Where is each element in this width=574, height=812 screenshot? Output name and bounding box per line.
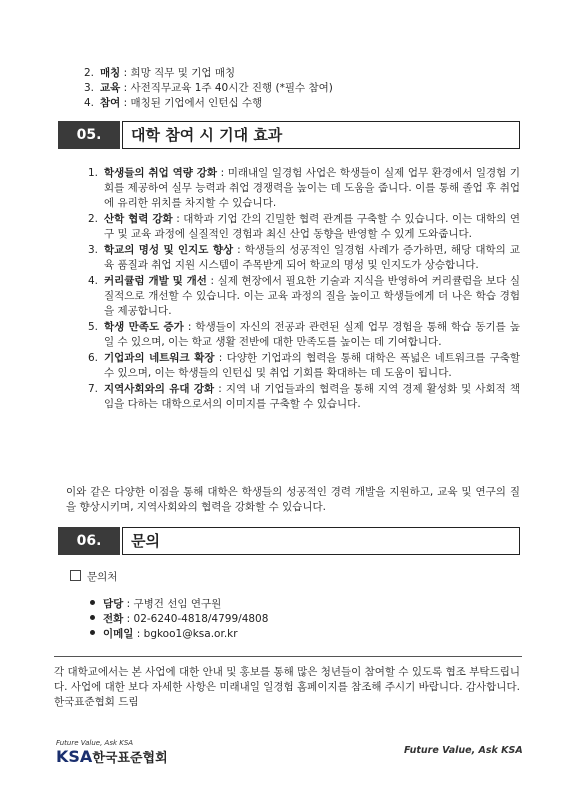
benefit-title: 학교의 명성 및 인지도 향상 bbox=[104, 244, 234, 256]
contact-list bbox=[90, 597, 268, 642]
logo-korean: 한국표준협회 bbox=[92, 751, 168, 766]
signature: 한국표준협회 드림 bbox=[54, 696, 139, 708]
section-title-box bbox=[122, 121, 520, 149]
footer-tagline: Future Value, Ask KSA bbox=[404, 745, 523, 756]
section-header-06 bbox=[58, 527, 520, 555]
contact-email[interactable]: : bgkoo1@ksa.or.kr bbox=[133, 628, 238, 640]
divider bbox=[54, 656, 522, 657]
process-item: 2. 매칭 : 희망 직무 및 기업 매칭 bbox=[84, 67, 236, 79]
benefits-list bbox=[88, 166, 520, 413]
benefit-item: 6. 기업과의 네트워크 확장 : 다양한 기업과의 협력을 통해 대학은 폭넓은 네트워크를 구축할 수 있으며, 이는 학생들의 인턴십 및 취업 기회를 확대하는 데 도움이 됩니다. bbox=[88, 352, 520, 379]
process-item: 4. 참여 : 매칭된 기업에서 인턴십 수행 bbox=[84, 97, 263, 109]
bullet-icon bbox=[90, 615, 95, 620]
contact-title: 담당 bbox=[103, 598, 124, 610]
process-list bbox=[84, 66, 524, 111]
benefit-title: 산학 협력 강화 bbox=[104, 213, 173, 225]
checkbox-icon bbox=[70, 570, 81, 581]
notice-paragraph: 각 대학교에서는 본 사업에 대한 안내 및 홍보를 통해 많은 청년들이 참여할 수 있도록 협조 부탁드립니다. 사업에 대한 보다 자세한 사항은 미래내일 일경험 홈페이지를 참조해 주시기 바랍니다. 감사합니다. bbox=[54, 666, 520, 693]
contact-title: 이메일 bbox=[103, 628, 134, 640]
benefit-text: : 다양한 기업과의 협력을 통해 대학은 폭넓은 네트워크를 구축할 수 있으며, 이는 학생들의 인턴십 및 취업 기회를 확대하는 데 도움이 됩니다. bbox=[104, 352, 520, 379]
benefit-title: 지역사회와의 유대 강화 bbox=[104, 383, 215, 395]
section-number: 06. bbox=[58, 527, 120, 555]
benefit-title: 커리큘럼 개발 및 개선 bbox=[104, 275, 207, 287]
ksa-logo bbox=[56, 739, 168, 768]
notice-block bbox=[54, 665, 520, 710]
section-title: 대학 참여 시 기대 효과 bbox=[131, 126, 283, 144]
benefit-title: 학생 만족도 증가 bbox=[104, 321, 184, 333]
summary-paragraph: 이와 같은 다양한 이점을 통해 대학은 학생들의 성공적인 경력 개발을 지원하고, 교육 및 연구의 질을 향상시키며, 지역사회와의 협력을 강화할 수 있습니다. bbox=[66, 486, 520, 513]
contact-title: 전화 bbox=[103, 613, 124, 625]
logo-tagline: Future Value, Ask KSA bbox=[56, 739, 134, 747]
bullet-icon bbox=[90, 630, 95, 635]
benefit-item: 3. 학교의 명성 및 인지도 향상 : 학생들의 성공적인 일경험 사례가 증가하면, 해당 대학의 교육 품질과 취업 지원 시스템이 주목받게 되어 학교의 명성 및 인지도가 상승합니다. bbox=[88, 244, 520, 271]
process-item-title: 참여 bbox=[100, 97, 121, 109]
benefit-item: 1. 학생들의 취업 역량 강화 : 미래내일 일경험 사업은 학생들이 실제 업무 환경에서 일경험 기회를 제공하여 실무 능력과 취업 경쟁력을 높이는 데 도움을 줍니다. 이를 통해 졸업 후 취업에 유리한 위치를 차지할 수 있습니다. bbox=[88, 167, 520, 209]
contact-item bbox=[90, 627, 268, 642]
benefit-title: 학생들의 취업 역량 강화 bbox=[104, 167, 218, 179]
section-title-box bbox=[122, 527, 520, 555]
benefit-item: 7. 지역사회와의 유대 강화 : 지역 내 기업들과의 협력을 통해 지역 경제 활성화 및 사회적 책임을 다하는 대학으로서의 이미지를 구축할 수 있습니다. bbox=[88, 383, 520, 410]
process-item-text: : 사전직무교육 1주 40시간 진행 (*필수 참여) bbox=[120, 82, 333, 94]
contact-value: : 구병건 선임 연구원 bbox=[123, 598, 222, 610]
contact-item bbox=[90, 612, 268, 627]
logo-ksa: KSA bbox=[56, 747, 93, 766]
benefit-item: 4. 커리큘럼 개발 및 개선 : 실제 현장에서 필요한 기술과 지식을 반영하여 커리큘럼을 보다 실질적으로 개선할 수 있습니다. 이는 교육 과정의 질을 높이고 학생들에게 더 나은 학습 경험을 제공합니다. bbox=[88, 275, 520, 317]
benefit-item: 2. 산학 협력 강화 : 대학과 기업 간의 긴밀한 협력 관계를 구축할 수 있습니다. 이는 대학의 연구 및 교육 과정에 실질적인 경험과 최신 산업 동향을 반영할 수 있게 도와줍니다. bbox=[88, 213, 520, 240]
benefit-text: : 학생들의 성공적인 일경험 사례가 증가하면, 해당 대학의 교육 품질과 취업 지원 시스템이 주목받게 되어 학교의 명성 및 인지도가 상승합니다. bbox=[104, 244, 520, 271]
benefit-text: : 대학과 기업 간의 긴밀한 협력 관계를 구축할 수 있습니다. 이는 대학의 연구 및 교육 과정에 실질적인 경험과 최신 산업 동향을 반영할 수 있게 도와줍니다. bbox=[104, 213, 520, 240]
benefit-text: : 지역 내 기업들과의 협력을 통해 지역 경제 활성화 및 사회적 책임을 다하는 대학으로서의 이미지를 구축할 수 있습니다. bbox=[104, 383, 520, 410]
process-item-title: 매칭 bbox=[100, 67, 121, 79]
contact-value: : 02-6240-4818/4799/4808 bbox=[123, 613, 269, 625]
contact-item bbox=[90, 597, 268, 612]
benefit-text: : 학생들이 자신의 전공과 관련된 실제 업무 경험을 통해 학습 동기를 높일 수 있으며, 이는 학교 생활 전반에 대한 만족도를 높이는 데 기여합니다. bbox=[104, 321, 521, 348]
section-title: 문의 bbox=[131, 532, 160, 550]
benefit-item: 5. 학생 만족도 증가 : 학생들이 자신의 전공과 관련된 실제 업무 경험을 통해 학습 동기를 높일 수 있으며, 이는 학교 생활 전반에 대한 만족도를 높이는 데 기여합니다. bbox=[88, 321, 521, 348]
section-header-05 bbox=[58, 121, 520, 149]
contact-label bbox=[70, 570, 117, 585]
process-item: 3. 교육 : 사전직무교육 1주 40시간 진행 (*필수 참여) bbox=[84, 82, 333, 94]
section-number: 05. bbox=[58, 121, 120, 149]
contact-label-text: 문의처 bbox=[87, 571, 118, 583]
bullet-icon bbox=[90, 600, 95, 605]
benefit-text: : 미래내일 일경험 사업은 학생들이 실제 업무 환경에서 일경험 기회를 제공하여 실무 능력과 취업 경쟁력을 높이는 데 도움을 줍니다. 이를 통해 졸업 후 취업에 유리한 위치를 차지할 수 있습니다. bbox=[104, 167, 520, 209]
benefit-title: 기업과의 네트워크 확장 bbox=[104, 352, 215, 364]
benefit-text: : 실제 현장에서 필요한 기술과 지식을 반영하여 커리큘럼을 보다 실질적으로 개선할 수 있습니다. 이는 교육 과정의 질을 높이고 학생들에게 더 나은 학습 경험을 제공합니다. bbox=[104, 275, 520, 317]
logo-wordmark bbox=[56, 748, 168, 768]
process-item-text: : 희망 직무 및 기업 매칭 bbox=[120, 67, 236, 79]
process-item-title: 교육 bbox=[100, 82, 121, 94]
process-item-text: : 매칭된 기업에서 인턴십 수행 bbox=[120, 97, 263, 109]
